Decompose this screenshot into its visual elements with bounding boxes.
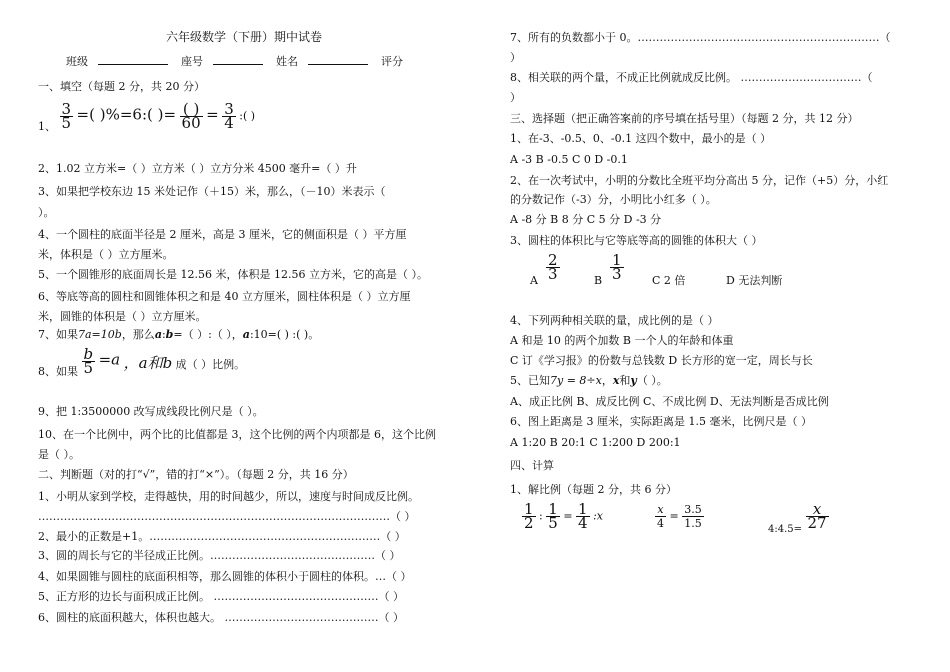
equation-1: $\frac{1}{2}$ : $\frac{1}{5}$ = $\frac{1}{4}$ :x [524,500,603,532]
left-column [38,0,468,672]
s2-question-8: 8、相关联的两个量，不成正比例就成反比例。 ……………………………（ [510,71,873,84]
s3-question-4-options-ab: A 和是 10 的两个加数 B 一个人的年龄和体重 [510,334,734,347]
s3-question-1: 1、在-3、-0.5、0、-0.1 这四个数中，最小的是（ ） [510,132,772,145]
s3-question-6-options: A 1:20 B 20:1 C 1:200 D 200:1 [510,436,681,449]
class-field[interactable] [98,64,168,65]
s2-question-7-cont: ） [510,51,521,64]
s3-question-6: 6、图上距离是 3 厘米，实际距离是 1.5 毫米，比例尺是（ ） [510,415,812,428]
s1-question-10-cont: 是（ ）。 [38,448,80,461]
equation-2: $\frac{x}{4}$ = $\frac{3.5}{1.5}$ [657,503,702,530]
s3-question-5: 5、已知7y = 8÷x，x和y（ ）。 [510,374,668,387]
score-label: 评分 [381,55,403,68]
s1-question-7: 7、如果7a=10b，那么a:b=（ ）:（ ），a:10=( ) :( )。 [38,328,320,341]
s1-question-3: 3、如果把学校东边 15 米处记作（＋15）米，那么，（－10）米表示（ [38,185,386,198]
s1-question-4-cont: 米，体积是（ ）立方厘米。 [38,248,174,261]
s4-equations [510,500,910,543]
s3-question-3-options: A $\frac{2}{3}$ B $\frac{1}{3}$ C 2 倍 D 无法判断 [530,251,783,287]
s3-question-4: 4、下列两种相关联的量，成比例的是（ ） [510,314,719,327]
page-title: 六年级数学（下册）期中试卷 [166,30,323,44]
q1-fraction-3-5: $\frac{3}{5}$ [61,100,72,132]
s1-question-6: 6、等底等高的圆柱和圆锥体积之和是 40 立方厘米，圆柱体积是（ ）立方厘 [38,290,411,303]
s2-question-1: 1、小明从家到学校，走得越快，用的时间越少，所以，速度与时间成反比例。 [38,490,419,503]
s2-question-4: 4、如果圆锥与圆柱的底面积相等，那么圆锥的体积小于圆柱的体积。…（ ） [38,570,412,583]
class-label: 班级 [66,55,88,68]
s3-question-3: 3、圆柱的体积比与它等底等高的圆锥的体积大（ ） [510,234,763,247]
name-field[interactable] [308,64,368,65]
s2-question-1-cont: ……………………………………………………………………………………（ ） [38,510,416,523]
s3-question-5-options: A、成正比例 B、成反比例 C、不成比例 D、无法判断是否成比例 [510,395,829,408]
s2-question-2: 2、最小的正数是+1。………………………………………………………（ ） [38,530,406,543]
s2-question-7: 7、所有的负数都小于 0。…………………………………………………………（ [510,31,891,44]
s1-question-4: 4、一个圆柱的底面半径是 2 厘米，高是 3 厘米，它的侧面积是（ ）平方厘 [38,228,407,241]
section-4-header: 四、计算 [510,459,554,472]
s3-question-2: 2、在一次考试中，小明的分数比全班平均分高出 5 分，记作（+5）分，小红 [510,174,889,187]
right-column [510,0,920,672]
s4-question-1: 1、解比例（每题 2 分，共 6 分） [510,483,677,496]
student-info-row [66,55,403,69]
seat-field[interactable] [213,64,263,65]
s2-question-3: 3、圆的周长与它的半径成正比例。………………………………………（ ） [38,549,401,562]
s1-question-5: 5、一个圆锥形的底面周长是 12.56 米，体积是 12.56 立方米，它的高是（ ）。 [38,268,428,281]
s1-question-9: 9、把 1:3500000 改写成线段比例尺是（ ）。 [38,405,264,418]
s2-question-5: 5、正方形的边长与面积成正比例。 ………………………………………（ ） [38,590,404,603]
q1-fraction-blank-60: $\frac{( )}{60}$ [181,100,201,132]
q1-fraction-3-4: $\frac{3}{4}$ [224,100,234,132]
s3-question-1-options: A -3 B -0.5 C 0 D -0.1 [510,153,628,166]
s3-question-2-options: A -8 分 B 8 分 C 5 分 D -3 分 [510,213,662,226]
name-label: 姓名 [276,55,298,68]
equation-3: 4:4.5= $\frac{x}{27}$ [768,500,827,535]
s1-question-10: 10、在一个比例中，两个比的比值都是 3，这个比例的两个内项都是 6，这个比例 [38,428,436,441]
section-1-header: 一、填空（每题 2 分，共 20 分） [38,80,205,93]
s1-question-2: 2、1.02 立方米=（ ）立方米（ ）立方分米 4500 毫升=（ ）升 [38,162,357,175]
option-b-fraction: $\frac{1}{3}$ [612,251,622,283]
seat-label: 座号 [181,55,203,68]
q8-fraction-b-5: $\frac{b}{5}$ [83,345,94,377]
s2-question-6: 6、圆柱的底面积越大，体积也越大。 ……………………………………（ ） [38,611,404,624]
s1-question-6-cont: 米，圆锥的体积是（ ）立方厘米。 [38,310,207,323]
s1-question-1: 1、 $\frac{3}{5}$ =( )%=6:( )= $\frac{( )}{60}$ = $\frac{3}{4}$ :( ) [38,100,256,133]
option-a-fraction: $\frac{2}{3}$ [548,251,558,283]
s3-question-2-cont: 的分数记作（-3）分，小明比小红多（ ）。 [510,193,717,206]
section-3-header: 三、选择题（把正确答案前的序号填在括号里）（每题 2 分，共 12 分） [510,112,859,125]
section-2-header: 二、判断题（对的打“√”，错的打“×”）。（每题 2 分，共 16 分） [38,468,354,481]
s2-question-8-cont: ） [510,91,521,104]
s1-question-3-cont: ）。 [38,206,55,219]
s3-question-4-options-cd: C 订《学习报》的份数与总钱数 D 长方形的宽一定，周长与长 [510,354,813,367]
s1-question-8: 8、如果 $\frac{b}{5}$ =a ，a和b 成（ ）比例。 [38,345,246,378]
